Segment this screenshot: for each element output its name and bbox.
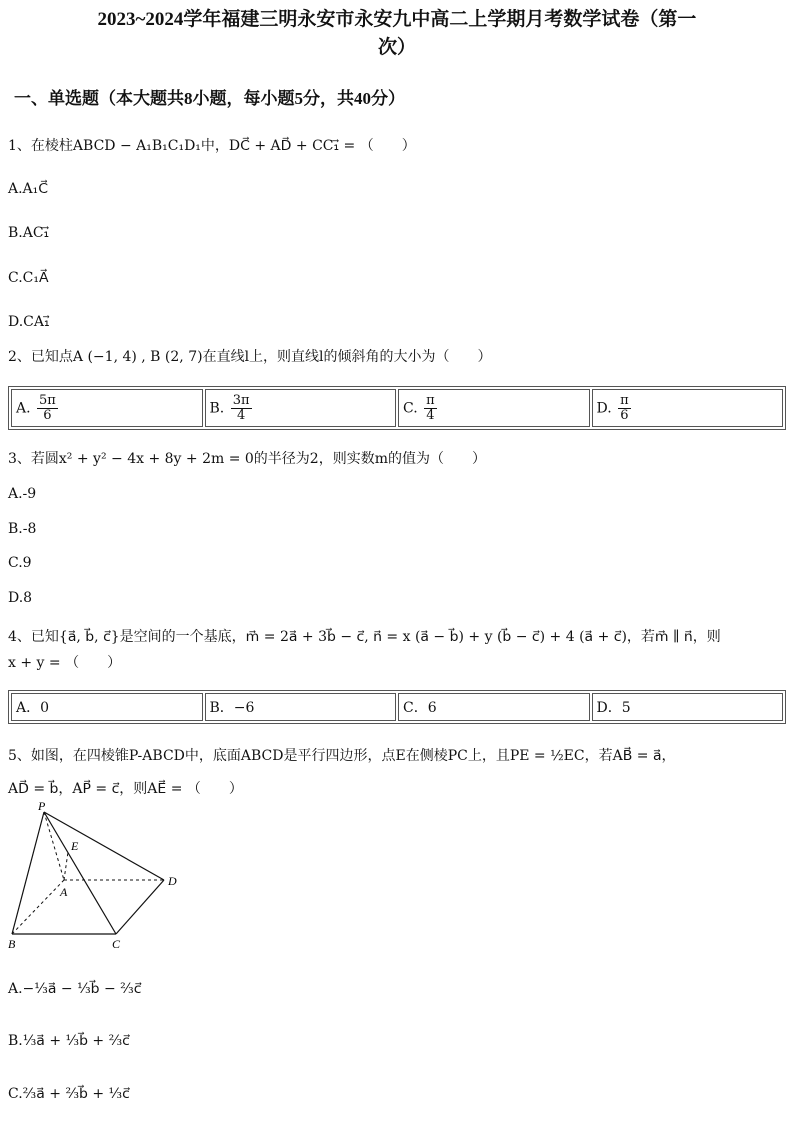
title-line-2: 次） bbox=[377, 37, 416, 58]
q5-option-b: B.⅓a⃗ + ⅓b⃗ + ⅔c⃗ bbox=[8, 1033, 130, 1049]
question-1-stem: 1、在棱柱ABCD − A₁B₁C₁D₁中，DC⃗ + AD⃗ + CC₁⃗ = （ ） bbox=[8, 138, 416, 154]
figure-label-p: P bbox=[38, 800, 46, 813]
q2-option-b: B. $\frac{3\pi}{4}$ bbox=[205, 389, 397, 427]
figure-label-d: D bbox=[168, 874, 177, 888]
q4-option-a: A．0 bbox=[11, 693, 203, 721]
question-4-stem-line-2: x + y = （ ） bbox=[8, 655, 122, 671]
q1-option-a: A.A₁C⃗ bbox=[8, 181, 49, 197]
q2-option-a: A. $\frac{5\pi}{6}$ bbox=[11, 389, 203, 427]
figure-label-b: B bbox=[8, 937, 16, 950]
q3-option-b: B.-8 bbox=[8, 521, 37, 537]
q4-option-d: D．5 bbox=[592, 693, 784, 721]
q5-option-a: A.−⅓a⃗ − ⅓b⃗ − ⅔c⃗ bbox=[8, 981, 142, 997]
question-2-stem: 2、已知点A (−1, 4) , B (2, 7)在直线l上，则直线l的倾斜角的大小为（ ） bbox=[8, 349, 492, 365]
q4-option-c: C．6 bbox=[398, 693, 590, 721]
q5-option-c: C.⅔a⃗ + ⅔b⃗ + ⅓c⃗ bbox=[8, 1086, 130, 1102]
page-title bbox=[0, 6, 794, 62]
section-heading: 一、单选题（本大题共8小题，每小题5分，共40分） bbox=[14, 89, 405, 108]
q2-option-c: C. $\frac{\pi}{4}$ bbox=[398, 389, 590, 427]
question-3-stem: 3、若圆x² + y² − 4x + 8y + 2m = 0的半径为2，则实数m的值为（ ） bbox=[8, 451, 486, 467]
q1-option-d: D.CA₁⃗ bbox=[8, 314, 50, 330]
figure-label-e: E bbox=[71, 839, 79, 853]
question-4-stem-line-1: 4、已知{a⃗, b⃗, c⃗}是空间的一个基底，m⃗ = 2a⃗ + 3b⃗ − c⃗, n⃗ = x (a⃗ − b⃗) + y (b⃗ − c⃗) + 4 (a⃗ + c⃗)，若m⃗ ∥ n⃗，则 bbox=[8, 629, 721, 645]
q2-option-d: D. $\frac{\pi}{6}$ bbox=[592, 389, 784, 427]
question-5-stem-line-2: AD⃗ = b⃗，AP⃗ = c⃗，则AE⃗ = （ ） bbox=[8, 781, 243, 797]
title-line-1: 2023~2024学年福建三明永安市永安九中高二上学期月考数学试卷（第一 bbox=[97, 9, 697, 30]
figure-label-a: A bbox=[60, 885, 68, 899]
pyramid-figure bbox=[8, 800, 188, 950]
q1-option-b: B.AC₁⃗ bbox=[8, 225, 50, 241]
q3-option-d: D.8 bbox=[8, 590, 33, 606]
q2-options-table bbox=[8, 386, 786, 430]
q3-option-a: A.-9 bbox=[8, 486, 37, 502]
question-5-stem-line-1: 5、如图，在四棱锥P-ABCD中，底面ABCD是平行四边形，点E在侧棱PC上，且PE = ½EC，若AB⃗ = a⃗， bbox=[8, 748, 676, 764]
q1-option-c: C.C₁A⃗ bbox=[8, 270, 49, 286]
q4-option-b: B．−6 bbox=[205, 693, 397, 721]
q3-option-c: C.9 bbox=[8, 555, 32, 571]
figure-label-c: C bbox=[112, 937, 121, 950]
q4-options-table bbox=[8, 690, 786, 724]
